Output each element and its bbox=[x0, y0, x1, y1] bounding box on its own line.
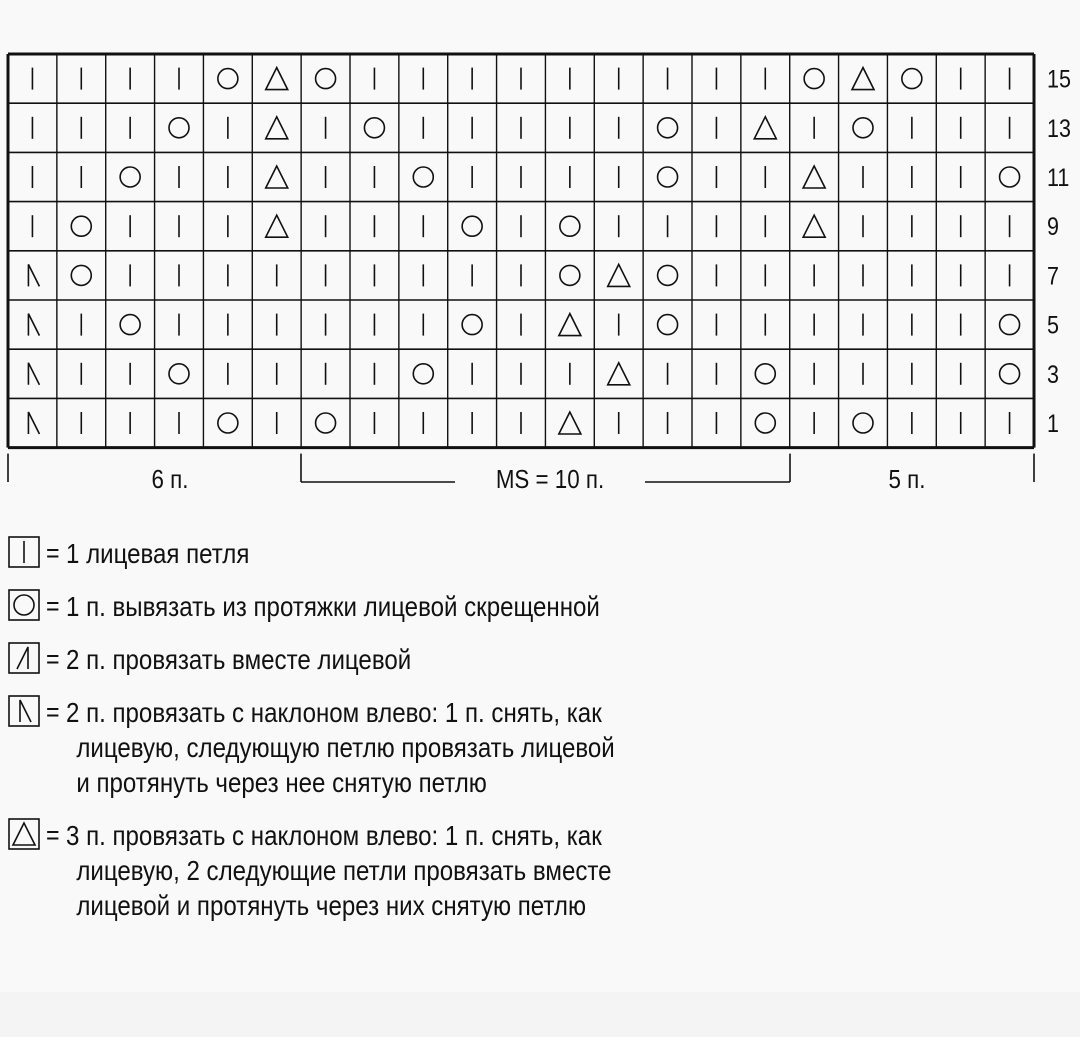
circle-symbol bbox=[364, 118, 384, 138]
row-label: 7 bbox=[1047, 261, 1059, 290]
backslash-n-icon bbox=[8, 695, 40, 727]
circle-symbol bbox=[413, 167, 433, 187]
backslash-n-symbol bbox=[28, 264, 39, 286]
legend-item-ssk bbox=[8, 695, 1068, 800]
legend-desc-line: и протянуть через нее снятую петлю bbox=[76, 767, 487, 798]
circle-symbol bbox=[1000, 315, 1020, 335]
legend-item-knit bbox=[8, 536, 1068, 571]
row-label: 1 bbox=[1047, 409, 1059, 438]
triangle-icon bbox=[8, 818, 40, 850]
triangle-symbol bbox=[803, 215, 825, 237]
circle-symbol bbox=[462, 216, 482, 236]
circle-symbol bbox=[658, 265, 678, 285]
chart-grid-svg bbox=[0, 0, 1080, 500]
legend-eq: = bbox=[46, 538, 60, 568]
triangle-symbol bbox=[559, 412, 581, 434]
circle-symbol bbox=[560, 265, 580, 285]
circle-symbol bbox=[755, 413, 775, 433]
legend-eq: = bbox=[46, 697, 60, 727]
legend-desc-line: 1 лицевая петля bbox=[65, 538, 250, 569]
circle-symbol bbox=[1000, 167, 1020, 187]
legend bbox=[8, 536, 1068, 941]
legend-desc-line: 2 п. провязать с наклоном влево: 1 п. снять, как bbox=[65, 697, 602, 728]
slash-icon bbox=[8, 642, 40, 674]
backslash-n-symbol bbox=[28, 314, 39, 336]
circle-symbol bbox=[462, 315, 482, 335]
vertical-bar-icon bbox=[8, 536, 40, 568]
legend-desc-line: 2 п. провязать вместе лицевой bbox=[65, 644, 411, 675]
circle-symbol bbox=[853, 413, 873, 433]
circle-symbol bbox=[169, 118, 189, 138]
circle-symbol bbox=[169, 364, 189, 384]
knitting-chart bbox=[0, 0, 1080, 500]
circle-symbol bbox=[658, 315, 678, 335]
circle-symbol bbox=[658, 167, 678, 187]
legend-desc-line: 3 п. провязать с наклоном влево: 1 п. снять, как bbox=[65, 820, 602, 851]
triangle-symbol bbox=[266, 166, 288, 188]
legend-eq: = bbox=[46, 591, 60, 621]
row-label: 13 bbox=[1047, 114, 1071, 143]
row-label: 11 bbox=[1047, 163, 1070, 192]
range-label: 5 п. bbox=[888, 465, 926, 495]
legend-desc-line: лицевой и протянуть через них снятую петлю bbox=[76, 890, 586, 921]
legend-desc bbox=[66, 589, 600, 624]
circle-icon bbox=[8, 589, 40, 621]
circle-symbol bbox=[71, 216, 91, 236]
range-label: 6 п. bbox=[151, 465, 189, 495]
circle-symbol bbox=[316, 413, 336, 433]
triangle-symbol bbox=[266, 117, 288, 139]
row-label: 9 bbox=[1047, 212, 1059, 241]
triangle-symbol bbox=[803, 166, 825, 188]
backslash-n-symbol bbox=[28, 412, 39, 434]
circle-symbol bbox=[120, 315, 140, 335]
triangle-symbol bbox=[266, 215, 288, 237]
legend-item-twisted bbox=[8, 589, 1068, 624]
circle-symbol bbox=[804, 69, 824, 89]
footer-band bbox=[0, 992, 1080, 1037]
triangle-symbol bbox=[559, 314, 581, 336]
circle-symbol bbox=[1000, 364, 1020, 384]
circle-symbol bbox=[560, 216, 580, 236]
circle-symbol bbox=[71, 265, 91, 285]
triangle-symbol bbox=[754, 117, 776, 139]
circle-symbol bbox=[658, 118, 678, 138]
circle-symbol bbox=[853, 118, 873, 138]
circle-symbol bbox=[120, 167, 140, 187]
legend-item-k2tog bbox=[8, 642, 1068, 677]
triangle-symbol bbox=[852, 68, 874, 90]
legend-eq: = bbox=[46, 820, 60, 850]
triangle-symbol bbox=[608, 363, 630, 385]
circle-symbol bbox=[218, 413, 238, 433]
legend-desc bbox=[66, 818, 612, 923]
triangle-symbol bbox=[266, 68, 288, 90]
legend-desc-line: лицевую, 2 следующие петли провязать вместе bbox=[76, 855, 612, 886]
row-label: 5 bbox=[1047, 311, 1059, 339]
range-label: MS = 10 п. bbox=[495, 465, 605, 495]
legend-desc-line: лицевую, следующую петлю провязать лицевой bbox=[76, 732, 615, 763]
legend-item-sk2p bbox=[8, 818, 1068, 923]
legend-desc bbox=[66, 642, 411, 677]
circle-symbol bbox=[218, 69, 238, 89]
row-label: 15 bbox=[1047, 65, 1071, 93]
legend-desc bbox=[66, 536, 249, 571]
legend-eq: = bbox=[46, 644, 60, 674]
triangle-symbol bbox=[608, 264, 630, 286]
legend-desc-line: 1 п. вывязать из протяжки лицевой скрещенной bbox=[65, 591, 600, 622]
backslash-n-symbol bbox=[28, 363, 39, 385]
circle-symbol bbox=[902, 69, 922, 89]
circle-symbol bbox=[316, 69, 336, 89]
circle-symbol bbox=[413, 364, 433, 384]
row-label: 3 bbox=[1047, 360, 1059, 389]
legend-desc bbox=[66, 695, 615, 800]
circle-symbol bbox=[755, 364, 775, 384]
